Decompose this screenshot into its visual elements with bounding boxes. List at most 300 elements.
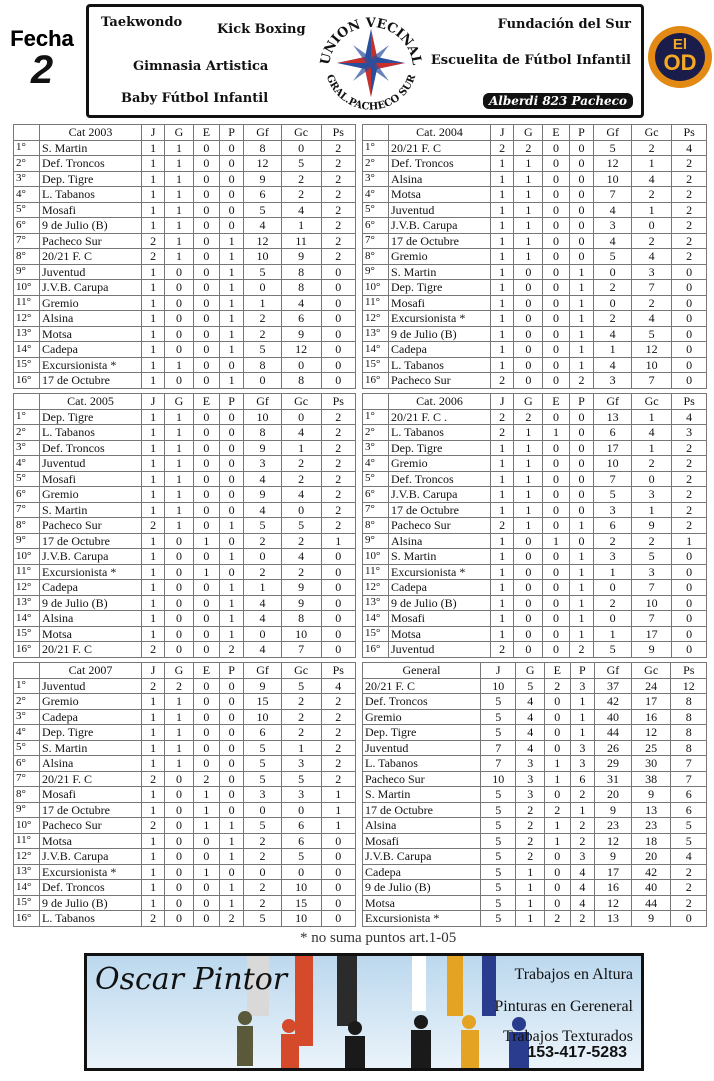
- stat-cell: 15: [281, 895, 321, 911]
- stat-cell: 1: [631, 156, 671, 172]
- stat-cell: 4: [516, 725, 545, 741]
- stat-cell: 42: [631, 864, 671, 880]
- stat-cell: 4: [631, 425, 671, 441]
- stat-cell: 0: [219, 787, 244, 803]
- badge-line1: El: [672, 36, 688, 53]
- stat-cell: 0: [514, 533, 543, 549]
- stat-cell: 2: [631, 140, 671, 156]
- stat-cell: 3: [516, 787, 545, 803]
- stat-cell: 0: [321, 342, 355, 358]
- stat-cell: 3: [244, 456, 281, 472]
- position-cell: 6°: [363, 218, 389, 234]
- stat-cell: 2: [142, 233, 165, 249]
- stat-cell: 0: [165, 880, 194, 896]
- position-cell: 4°: [363, 456, 389, 472]
- stat-cell: 0: [672, 626, 707, 642]
- stat-cell: 1: [491, 264, 514, 280]
- stat-cell: 2: [672, 518, 707, 534]
- stat-cell: 1: [491, 580, 514, 596]
- position-cell: 11°: [14, 833, 40, 849]
- stat-cell: 0: [569, 502, 594, 518]
- team-name-cell: Alsina: [389, 171, 491, 187]
- stat-cell: 0: [219, 502, 244, 518]
- stat-cell: 0: [193, 833, 219, 849]
- stat-cell: 0: [219, 694, 244, 710]
- stat-cell: 2: [514, 140, 543, 156]
- stat-cell: 0: [672, 326, 707, 342]
- stat-cell: 6: [244, 187, 281, 203]
- position-cell: 1°: [14, 140, 40, 156]
- fecha-block: [4, 26, 80, 93]
- stat-cell: 1: [281, 440, 321, 456]
- team-name-cell: Mosafi: [40, 471, 142, 487]
- stat-cell: 2: [321, 740, 355, 756]
- stat-cell: 1: [516, 895, 545, 911]
- stat-cell: 9: [281, 326, 321, 342]
- stat-cell: 0: [594, 295, 632, 311]
- stat-cell: 5: [594, 140, 632, 156]
- stat-cell: 0: [193, 756, 219, 772]
- team-name-cell: J.V.B. Carupa: [363, 849, 481, 865]
- col-header-p: P: [570, 663, 594, 679]
- footnote: * no suma puntos art.1-05: [300, 930, 457, 946]
- stat-cell: 0: [219, 802, 244, 818]
- stat-cell: 1: [569, 580, 594, 596]
- stat-cell: 0: [219, 471, 244, 487]
- team-name-cell: Alsina: [389, 533, 491, 549]
- table-row: [363, 642, 707, 658]
- stat-cell: 0: [193, 580, 219, 596]
- stat-cell: 10: [481, 678, 516, 694]
- stat-cell: 0: [219, 218, 244, 234]
- table-row: [14, 425, 356, 441]
- stat-cell: 1: [165, 694, 194, 710]
- stat-cell: 0: [594, 611, 632, 627]
- stat-cell: 0: [193, 694, 219, 710]
- table-row: [363, 233, 707, 249]
- table-row: [363, 280, 707, 296]
- team-name-cell: Cadepa: [40, 342, 142, 358]
- stat-cell: 1: [142, 549, 165, 565]
- stat-cell: 0: [193, 487, 219, 503]
- team-name-cell: Dep. Tigre: [40, 409, 142, 425]
- stat-cell: 0: [193, 725, 219, 741]
- stat-cell: 38: [631, 771, 671, 787]
- stat-cell: 2: [672, 233, 707, 249]
- stat-cell: 5: [244, 202, 281, 218]
- stat-cell: 1: [219, 626, 244, 642]
- stat-cell: 0: [543, 456, 569, 472]
- stat-cell: 1: [514, 471, 543, 487]
- stat-cell: 0: [165, 642, 194, 658]
- team-name-cell: Excursionista *: [40, 864, 142, 880]
- team-name-cell: Mosafi: [363, 833, 481, 849]
- stat-cell: 31: [595, 771, 632, 787]
- stat-cell: 5: [244, 518, 281, 534]
- table-row: [14, 533, 356, 549]
- stat-cell: 2: [321, 725, 355, 741]
- stat-cell: 17: [631, 694, 671, 710]
- table-row: [14, 295, 356, 311]
- painter-silhouette-1-icon: [237, 1011, 253, 1066]
- el-od-badge: [648, 26, 712, 88]
- stat-cell: 1: [219, 373, 244, 389]
- stat-cell: 1: [193, 533, 219, 549]
- table-row: [363, 787, 707, 803]
- stat-cell: 0: [672, 611, 707, 627]
- team-name-cell: 9 de Julio (B): [363, 880, 481, 896]
- team-name-cell: Def. Troncos: [363, 694, 481, 710]
- stat-cell: 1: [543, 425, 569, 441]
- stat-cell: 2: [570, 911, 594, 927]
- table-row: [363, 264, 707, 280]
- table-row: [14, 740, 356, 756]
- stat-cell: 0: [672, 564, 707, 580]
- stat-cell: 1: [142, 156, 165, 172]
- stat-cell: 1: [514, 425, 543, 441]
- stat-cell: 5: [671, 833, 707, 849]
- stat-cell: 26: [595, 740, 632, 756]
- position-cell: 7°: [14, 233, 40, 249]
- stat-cell: 0: [321, 280, 355, 296]
- stat-cell: 1: [193, 787, 219, 803]
- table-row: [363, 595, 707, 611]
- stat-cell: 0: [569, 471, 594, 487]
- stat-cell: 0: [219, 425, 244, 441]
- stat-cell: 8: [671, 725, 707, 741]
- position-cell: 3°: [363, 440, 389, 456]
- stat-cell: 0: [543, 264, 569, 280]
- position-cell: 1°: [14, 678, 40, 694]
- stat-cell: 0: [543, 295, 569, 311]
- stat-cell: 10: [244, 709, 281, 725]
- position-cell: 13°: [363, 326, 389, 342]
- stat-cell: 1: [219, 311, 244, 327]
- stat-cell: 1: [219, 518, 244, 534]
- stat-cell: 4: [281, 487, 321, 503]
- stat-cell: 2: [142, 771, 165, 787]
- stat-cell: 1: [631, 502, 671, 518]
- stat-cell: 1: [514, 518, 543, 534]
- stat-cell: 0: [219, 709, 244, 725]
- stat-cell: 5: [244, 756, 281, 772]
- stat-cell: 9: [281, 249, 321, 265]
- stat-cell: 1: [491, 249, 514, 265]
- team-name-cell: Pacheco Sur: [40, 233, 142, 249]
- stat-cell: 10: [244, 409, 281, 425]
- table-row: [14, 802, 356, 818]
- stat-cell: 3: [631, 487, 671, 503]
- stat-cell: 2: [142, 911, 165, 927]
- stat-cell: 0: [193, 264, 219, 280]
- table-row: [14, 502, 356, 518]
- stat-cell: 0: [165, 849, 194, 865]
- stat-cell: 0: [543, 471, 569, 487]
- col-header-g: G: [516, 663, 545, 679]
- stat-cell: 5: [481, 694, 516, 710]
- team-name-cell: Dep. Tigre: [389, 280, 491, 296]
- stat-cell: 1: [142, 140, 165, 156]
- stat-cell: 0: [219, 487, 244, 503]
- stat-cell: 1: [142, 740, 165, 756]
- team-name-cell: 17 de Octubre: [389, 233, 491, 249]
- position-cell: 5°: [14, 471, 40, 487]
- position-cell: 10°: [14, 280, 40, 296]
- stat-cell: 0: [514, 311, 543, 327]
- stat-cell: 0: [165, 342, 194, 358]
- stat-cell: 0: [514, 580, 543, 596]
- team-name-cell: L. Tabanos: [389, 425, 491, 441]
- stat-cell: 1: [142, 187, 165, 203]
- position-cell: 1°: [14, 409, 40, 425]
- sport-gimnasia: Gimnasia Artistica: [133, 59, 269, 74]
- stat-cell: 0: [321, 864, 355, 880]
- stat-cell: 5: [244, 818, 281, 834]
- position-cell: 2°: [14, 694, 40, 710]
- stat-cell: 0: [321, 895, 355, 911]
- stat-cell: 5: [594, 642, 632, 658]
- team-name-cell: Cadepa: [363, 864, 481, 880]
- stat-cell: 0: [544, 694, 570, 710]
- table-row: [363, 533, 707, 549]
- stat-cell: 1: [544, 771, 570, 787]
- table-title: Cat 2003: [40, 125, 142, 141]
- stat-cell: 1: [514, 233, 543, 249]
- team-name-cell: J.V.B. Carupa: [40, 549, 142, 565]
- team-name-cell: Alsina: [40, 611, 142, 627]
- stat-cell: 0: [193, 280, 219, 296]
- stat-cell: 4: [244, 642, 281, 658]
- stat-cell: 0: [569, 171, 594, 187]
- position-cell: 9°: [14, 533, 40, 549]
- table-row: [363, 833, 707, 849]
- stat-cell: 0: [165, 864, 194, 880]
- stat-cell: 2: [281, 725, 321, 741]
- stat-cell: 0: [672, 342, 707, 358]
- stat-cell: 5: [481, 911, 516, 927]
- stat-cell: 10: [594, 171, 632, 187]
- col-header-p: P: [219, 663, 244, 679]
- team-name-cell: Juventud: [389, 202, 491, 218]
- table-row: [14, 456, 356, 472]
- stat-cell: 2: [672, 249, 707, 265]
- team-name-cell: Gremio: [389, 456, 491, 472]
- stat-cell: 1: [142, 694, 165, 710]
- table-row: [363, 756, 707, 772]
- stat-cell: 5: [594, 487, 632, 503]
- stat-cell: 1: [514, 440, 543, 456]
- team-name-cell: 20/21 F. C: [389, 140, 491, 156]
- stat-cell: 0: [244, 549, 281, 565]
- stat-cell: 1: [491, 471, 514, 487]
- stat-cell: 2: [219, 911, 244, 927]
- stat-cell: 0: [165, 580, 194, 596]
- stat-cell: 1: [219, 818, 244, 834]
- stat-cell: 0: [514, 357, 543, 373]
- stat-cell: 1: [244, 580, 281, 596]
- stat-cell: 1: [570, 709, 594, 725]
- table-row: [14, 911, 356, 927]
- position-cell: 13°: [14, 326, 40, 342]
- stat-cell: 0: [219, 564, 244, 580]
- stat-cell: 2: [321, 171, 355, 187]
- table-row: [14, 264, 356, 280]
- team-name-cell: Gremio: [389, 249, 491, 265]
- stat-cell: 20: [595, 787, 632, 803]
- stat-cell: 2: [244, 833, 281, 849]
- stat-cell: 1: [142, 880, 165, 896]
- stat-cell: 2: [671, 864, 707, 880]
- col-header-gc: Gc: [631, 394, 671, 410]
- team-name-cell: 17 de Octubre: [40, 373, 142, 389]
- stat-cell: 2: [244, 880, 281, 896]
- stat-cell: 8: [671, 709, 707, 725]
- col-header-gf: Gf: [244, 394, 281, 410]
- table-row: [14, 864, 356, 880]
- stat-cell: 0: [281, 140, 321, 156]
- table-row: [363, 409, 707, 425]
- table-row: [14, 725, 356, 741]
- stat-cell: 0: [193, 218, 219, 234]
- stat-cell: 0: [193, 171, 219, 187]
- stat-cell: 4: [516, 709, 545, 725]
- stat-cell: 0: [193, 518, 219, 534]
- table-general: [362, 662, 707, 927]
- stat-cell: 4: [570, 880, 594, 896]
- stat-cell: 1: [219, 833, 244, 849]
- stat-cell: 4: [244, 595, 281, 611]
- stat-cell: 1: [142, 202, 165, 218]
- stat-cell: 1: [142, 595, 165, 611]
- stat-cell: 5: [244, 911, 281, 927]
- table-row: [14, 611, 356, 627]
- stat-cell: 6: [281, 818, 321, 834]
- stat-cell: 0: [569, 456, 594, 472]
- stat-cell: 9: [595, 849, 632, 865]
- stat-cell: 23: [595, 818, 632, 834]
- col-header-ps: Ps: [672, 394, 707, 410]
- stat-cell: 1: [569, 342, 594, 358]
- stat-cell: 37: [595, 678, 632, 694]
- stat-cell: 2: [281, 564, 321, 580]
- stat-cell: 1: [165, 709, 194, 725]
- stat-cell: 1: [491, 280, 514, 296]
- stat-cell: 0: [193, 595, 219, 611]
- stat-cell: 3: [244, 787, 281, 803]
- stat-cell: 2: [672, 440, 707, 456]
- sport-taekwondo: Taekwondo: [101, 15, 183, 30]
- stat-cell: 2: [321, 487, 355, 503]
- table-header-row: [363, 663, 707, 679]
- stat-cell: 5: [244, 342, 281, 358]
- position-cell: 15°: [14, 357, 40, 373]
- stat-cell: 0: [165, 564, 194, 580]
- position-cell: 16°: [363, 373, 389, 389]
- stat-cell: 2: [491, 140, 514, 156]
- table-row: [363, 564, 707, 580]
- stat-cell: 2: [165, 678, 194, 694]
- stat-cell: 0: [514, 564, 543, 580]
- stat-cell: 9: [281, 580, 321, 596]
- painter-silhouette-5-icon: [461, 1015, 479, 1070]
- team-name-cell: Motsa: [40, 626, 142, 642]
- table-row: [363, 502, 707, 518]
- team-name-cell: Def. Troncos: [40, 880, 142, 896]
- stat-cell: 5: [244, 264, 281, 280]
- stat-cell: 1: [281, 218, 321, 234]
- stat-cell: 0: [219, 140, 244, 156]
- stat-cell: 0: [569, 440, 594, 456]
- team-name-cell: 9 de Julio (B): [389, 595, 491, 611]
- stat-cell: 0: [165, 295, 194, 311]
- stat-cell: 0: [569, 409, 594, 425]
- stat-cell: 5: [481, 725, 516, 741]
- stat-cell: 0: [672, 642, 707, 658]
- table-row: [363, 373, 707, 389]
- stat-cell: 1: [165, 756, 194, 772]
- team-name-cell: J.V.B. Carupa: [389, 487, 491, 503]
- team-name-cell: Excursionista *: [363, 911, 481, 927]
- team-name-cell: Pacheco Sur: [389, 518, 491, 534]
- table-row: [363, 678, 707, 694]
- position-cell: 14°: [14, 611, 40, 627]
- table-row: [363, 156, 707, 172]
- table-row: [363, 218, 707, 234]
- stat-cell: 0: [543, 487, 569, 503]
- stat-cell: 1: [165, 249, 194, 265]
- stat-cell: 1: [142, 895, 165, 911]
- stat-cell: 1: [142, 802, 165, 818]
- stat-cell: 0: [543, 171, 569, 187]
- ad-service-2: Pinturas en Gereneral: [494, 998, 633, 1015]
- stat-cell: 0: [165, 373, 194, 389]
- team-name-cell: Cadepa: [389, 580, 491, 596]
- team-name-cell: L. Tabanos: [363, 756, 481, 772]
- stat-cell: 0: [193, 295, 219, 311]
- stat-cell: 4: [671, 849, 707, 865]
- stat-cell: 5: [516, 678, 545, 694]
- position-cell: 13°: [14, 595, 40, 611]
- stat-cell: 2: [321, 471, 355, 487]
- stat-cell: 5: [481, 709, 516, 725]
- table-row: [363, 580, 707, 596]
- stat-cell: 0: [165, 311, 194, 327]
- stat-cell: 0: [544, 880, 570, 896]
- stat-cell: 3: [281, 787, 321, 803]
- stat-cell: 1: [569, 295, 594, 311]
- stat-cell: 1: [165, 156, 194, 172]
- col-header-ps: Ps: [672, 125, 707, 141]
- position-cell: 5°: [363, 202, 389, 218]
- stat-cell: 7: [594, 471, 632, 487]
- stat-cell: 0: [219, 409, 244, 425]
- position-cell: 2°: [14, 425, 40, 441]
- team-name-cell: Pacheco Sur: [40, 518, 142, 534]
- position-cell: 16°: [14, 642, 40, 658]
- stat-cell: 0: [193, 911, 219, 927]
- team-name-cell: Juventud: [40, 678, 142, 694]
- stat-cell: 1: [514, 187, 543, 203]
- team-name-cell: Motsa: [40, 326, 142, 342]
- stat-cell: 5: [481, 849, 516, 865]
- stat-cell: 0: [193, 425, 219, 441]
- stat-cell: 0: [569, 156, 594, 172]
- team-name-cell: 9 de Julio (B): [40, 595, 142, 611]
- stat-cell: 1: [514, 156, 543, 172]
- table-row: [14, 409, 356, 425]
- stat-cell: 1: [491, 487, 514, 503]
- stat-cell: 1: [321, 818, 355, 834]
